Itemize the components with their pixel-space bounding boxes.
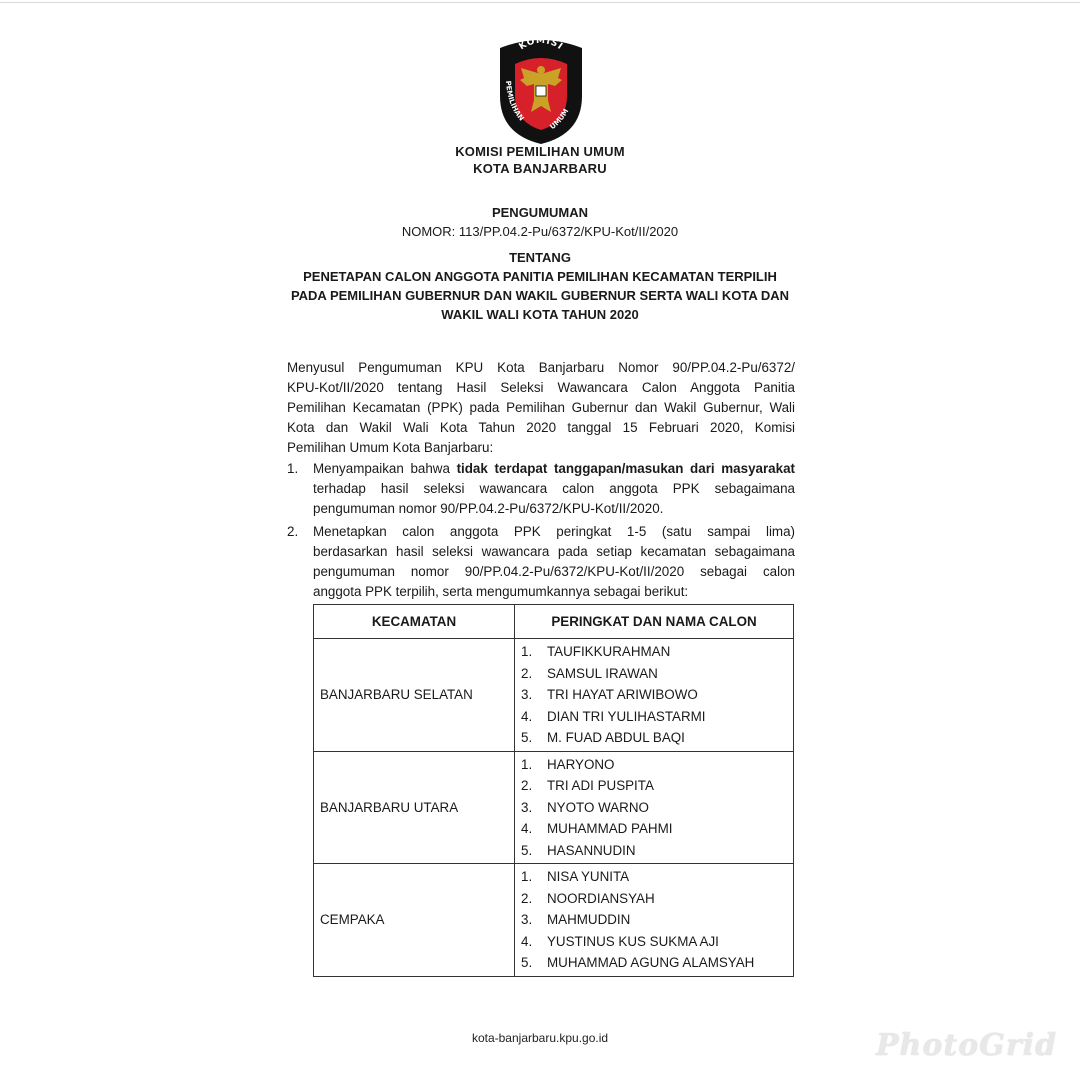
rank-number: 1. bbox=[521, 869, 533, 884]
table-row bbox=[314, 639, 794, 752]
candidate-name: TRI HAYAT ARIWIBOWO bbox=[547, 687, 698, 702]
candidate-row bbox=[521, 706, 793, 728]
candidate-row bbox=[521, 952, 793, 974]
names-cell bbox=[515, 751, 794, 864]
rank-number: 4. bbox=[521, 708, 533, 724]
table-header-row bbox=[314, 605, 794, 639]
candidate-row bbox=[521, 797, 793, 819]
candidate-row bbox=[521, 840, 793, 862]
names-cell bbox=[515, 639, 794, 752]
candidate-name: NOORDIANSYAH bbox=[547, 890, 655, 906]
table-row bbox=[314, 751, 794, 864]
item-2-line: anggota PPK terpilih, serta mengumumkannya sebagai berikut: bbox=[313, 584, 689, 599]
logo-text-right: UMUM bbox=[548, 107, 571, 132]
rank-number: 1. bbox=[521, 644, 533, 659]
item-2-line: pengumuman nomor 90/PP.04.2-Pu/6372/KPU-Kot/II/2020 sebagai calon bbox=[313, 564, 795, 579]
header-peringkat: PERINGKAT DAN NAMA CALON bbox=[515, 605, 794, 639]
rank-number: 5. bbox=[521, 955, 533, 970]
photogrid-watermark: PhotoGrid bbox=[876, 1028, 1058, 1063]
rank-number: 4. bbox=[521, 933, 533, 949]
item-1-line: terhadap hasil seleksi wawancara calon anggota PPK sebagaimana bbox=[313, 481, 795, 496]
item-2-text bbox=[313, 522, 795, 602]
candidate-name: MUHAMMAD AGUNG ALAMSYAH bbox=[547, 955, 755, 970]
candidate-name: HASANNUDIN bbox=[547, 842, 636, 858]
names-cell bbox=[515, 864, 794, 977]
rank-number: 1. bbox=[521, 756, 533, 772]
candidate-name: NISA YUNITA bbox=[547, 869, 630, 884]
candidate-row bbox=[521, 931, 793, 953]
candidate-name: MAHMUDDIN bbox=[547, 912, 631, 927]
candidate-row bbox=[521, 775, 793, 797]
candidate-name: MUHAMMAD PAHMI bbox=[547, 821, 673, 836]
candidate-name: TAUFIKKURAHMAN bbox=[547, 644, 671, 659]
rank-number: 3. bbox=[521, 799, 533, 815]
rank-number: 3. bbox=[521, 687, 533, 702]
candidate-name: DIAN TRI YULIHASTARMI bbox=[547, 708, 706, 724]
item-1-line bbox=[313, 459, 795, 479]
intro-line: Menyusul Pengumuman KPU Kota Banjarbaru Nomor 90/PP.04.2-Pu/6372/ bbox=[287, 360, 795, 375]
subject-line-1: PENETAPAN CALON ANGGOTA PANITIA PEMILIHAN KECAMATAN TERPILIH bbox=[303, 269, 777, 284]
candidate-name: SAMSUL IRAWAN bbox=[547, 665, 658, 681]
table-row bbox=[314, 864, 794, 977]
rank-number: 4. bbox=[521, 821, 533, 836]
item-2-number: 2. bbox=[287, 524, 299, 539]
candidate-row bbox=[521, 866, 793, 888]
candidate-name: M. FUAD ABDUL BAQI bbox=[547, 730, 685, 745]
logo-text-left: PEMILIHAN bbox=[504, 80, 526, 123]
header-kecamatan: KECAMATAN bbox=[314, 605, 515, 639]
intro-line: Pemilihan Kecamatan (PPK) pada Pemilihan Gubernur dan Wakil Gubernur, Wali bbox=[287, 400, 795, 415]
candidate-name: YUSTINUS KUS SUKMA AJI bbox=[547, 933, 719, 949]
announcement-number: NOMOR: 113/PP.04.2-Pu/6372/KPU-Kot/II/2020 bbox=[401, 224, 679, 239]
candidate-row bbox=[521, 684, 793, 706]
subject-line-2: PADA PEMILIHAN GUBERNUR DAN WAKIL GUBERNUR SERTA WALI KOTA DAN bbox=[290, 288, 790, 303]
item-1-emphasis: tidak terdapat tanggapan/masukan dari masyarakat bbox=[456, 461, 795, 476]
candidate-row bbox=[521, 663, 793, 685]
footer-website: kota-banjarbaru.kpu.go.id bbox=[471, 1031, 609, 1045]
candidate-row bbox=[521, 888, 793, 910]
candidate-row bbox=[521, 641, 793, 663]
candidate-name: HARYONO bbox=[547, 756, 615, 772]
intro-paragraph bbox=[287, 358, 795, 458]
kecamatan-cell: BANJARBARU UTARA bbox=[314, 751, 515, 864]
candidate-name: TRI ADI PUSPITA bbox=[547, 778, 654, 793]
announcement-label: PENGUMUMAN bbox=[491, 205, 589, 220]
top-border bbox=[0, 2, 1080, 3]
item-1-lead: Menyampaikan bahwa bbox=[313, 461, 457, 476]
rank-number: 5. bbox=[521, 842, 533, 858]
item-2-line: Menetapkan calon anggota PPK peringkat 1-5 (satu sampai lima) bbox=[313, 524, 795, 539]
rank-number: 3. bbox=[521, 912, 533, 927]
candidate-name: NYOTO WARNO bbox=[547, 799, 649, 815]
ppk-table bbox=[313, 604, 794, 977]
item-1-text bbox=[313, 459, 795, 519]
subject-line-3: WAKIL WALI KOTA TAHUN 2020 bbox=[441, 307, 639, 322]
rank-number: 5. bbox=[521, 730, 533, 745]
tentang-label: TENTANG bbox=[509, 250, 571, 265]
item-2-line: berdasarkan hasil seleksi wawancara pada setiap kecamatan sebagaimana bbox=[313, 544, 795, 559]
intro-line: Pemilihan Umum Kota Banjarbaru: bbox=[287, 440, 494, 455]
org-name-line2: KOTA BANJARBARU bbox=[473, 161, 607, 176]
logo-text-top: KOMISI bbox=[517, 35, 565, 53]
candidate-row bbox=[521, 754, 793, 776]
candidate-row bbox=[521, 909, 793, 931]
intro-line: Kota dan Wakil Wali Kota Tahun 2020 tanggal 15 Februari 2020, Komisi bbox=[287, 420, 795, 435]
rank-number: 2. bbox=[521, 778, 533, 793]
item-1-line: pengumuman nomor 90/PP.04.2-Pu/6372/KPU-Kot/II/2020. bbox=[313, 501, 664, 516]
kecamatan-cell: BANJARBARU SELATAN bbox=[314, 639, 515, 752]
rank-number: 2. bbox=[521, 890, 533, 906]
rank-number: 2. bbox=[521, 665, 533, 681]
item-1-number: 1. bbox=[287, 461, 299, 476]
candidate-row bbox=[521, 818, 793, 840]
intro-line: KPU-Kot/II/2020 tentang Hasil Seleksi Wawancara Calon Anggota Panitia bbox=[287, 380, 795, 395]
candidate-row bbox=[521, 727, 793, 749]
org-name-line1: KOMISI PEMILIHAN UMUM bbox=[455, 144, 625, 159]
kecamatan-cell: CEMPAKA bbox=[314, 864, 515, 977]
kpu-logo bbox=[496, 34, 586, 146]
